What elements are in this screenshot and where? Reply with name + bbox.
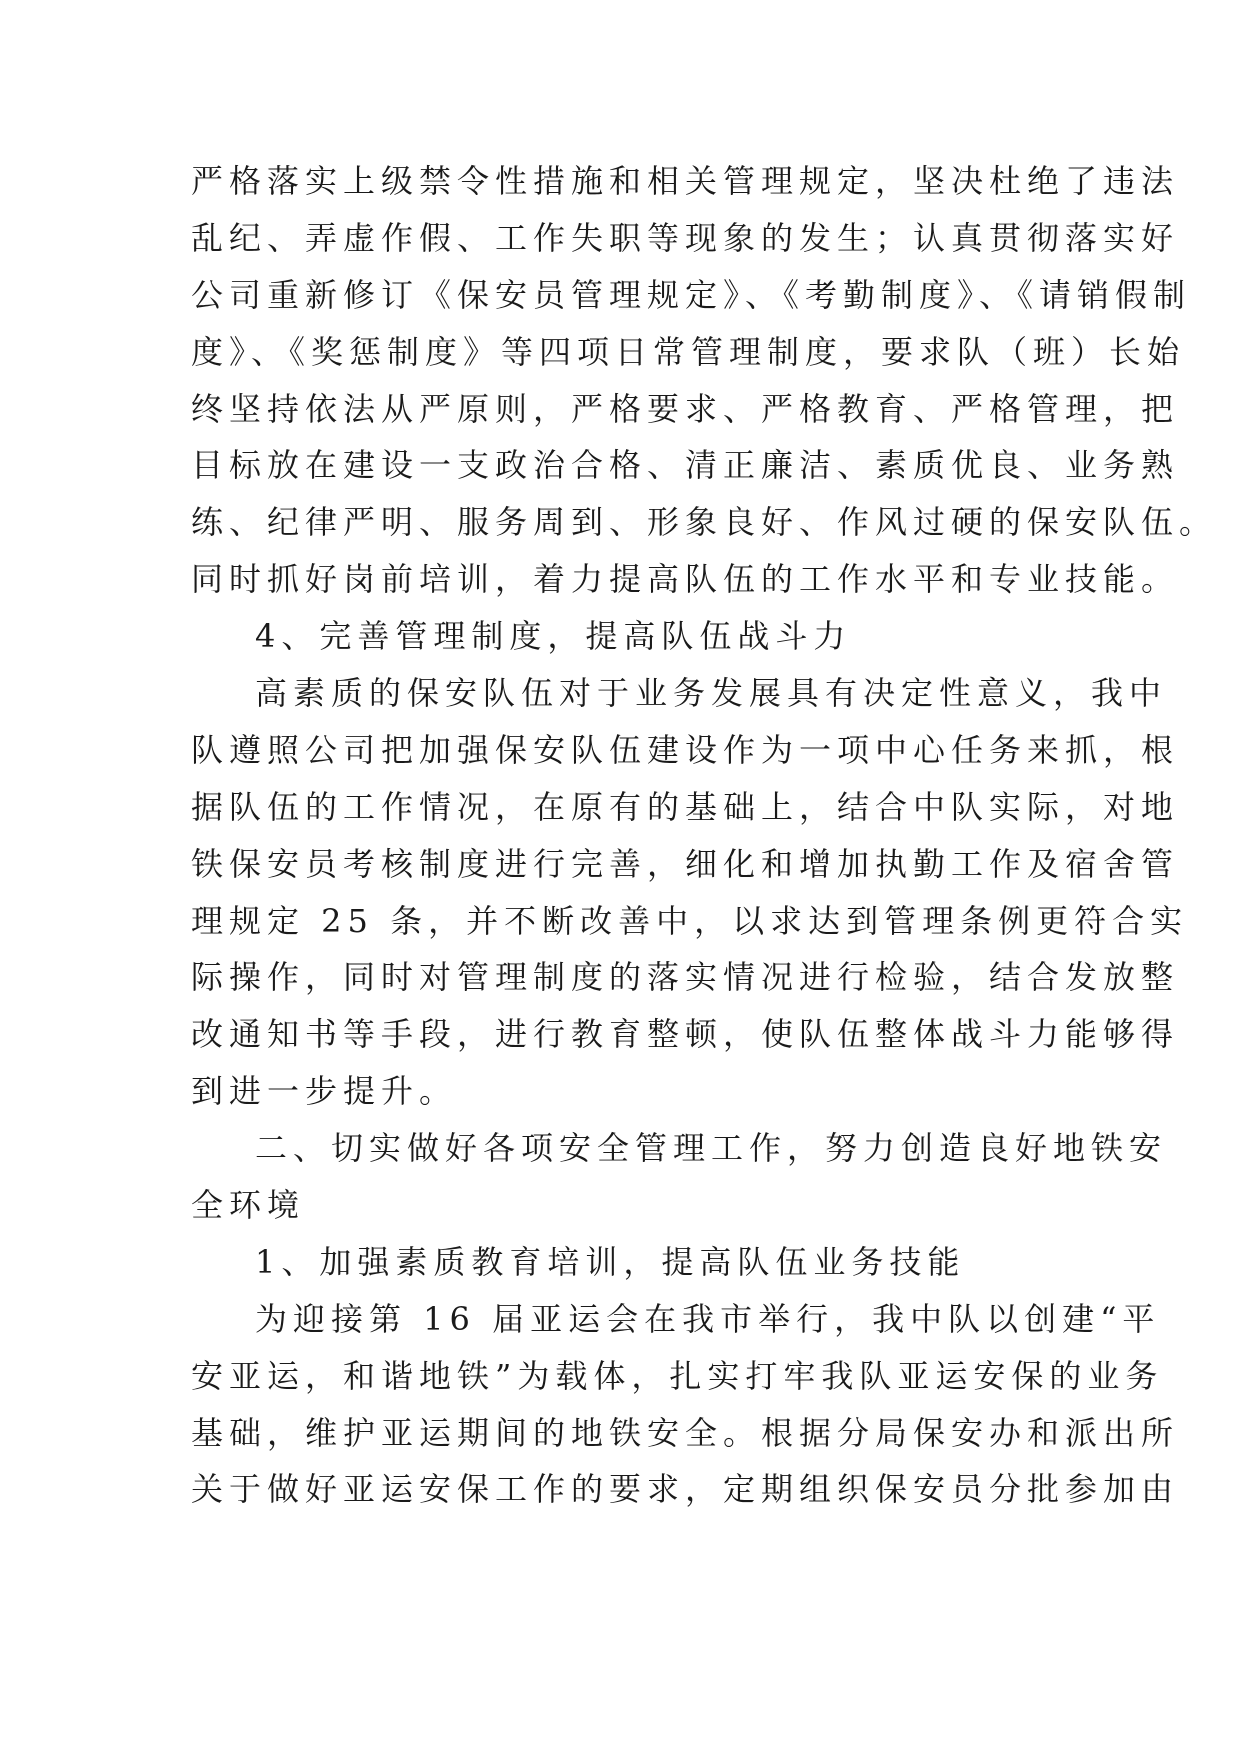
body-line: 乱纪、弄虚作假、工作失职等现象的发生；认真贯彻落实好 bbox=[191, 218, 1180, 257]
document-body bbox=[191, 153, 1218, 1518]
body-line: 队遵照公司把加强保安队伍建设作为一项中心任务来抓，根 bbox=[191, 730, 1180, 769]
body-line: 终坚持依法从严原则，严格要求、严格教育、严格管理，把 bbox=[191, 389, 1180, 428]
paragraph-start-line: 高素质的保安队伍对于业务发展具有决定性意义，我中 bbox=[255, 674, 1168, 713]
body-line: 据队伍的工作情况，在原有的基础上，结合中队实际，对地 bbox=[191, 787, 1180, 826]
body-line: 度》、《奖惩制度》等四项日常管理制度，要求队（班）长始 bbox=[191, 332, 1186, 371]
body-line: 目标放在建设一支政治合格、清正廉洁、素质优良、业务熟 bbox=[191, 446, 1180, 485]
body-line: 理规定 25 条，并不断改善中，以求达到管理条例更符合实 bbox=[191, 901, 1189, 940]
body-line: 同时抓好岗前培训，着力提高队伍的工作水平和专业技能。 bbox=[191, 560, 1180, 599]
body-line: 公司重新修订《保安员管理规定》、《考勤制度》、《请销假制 bbox=[191, 275, 1192, 314]
chapter-heading-continued: 全环境 bbox=[191, 1186, 306, 1225]
body-line: 练、纪律严明、服务周到、形象良好、作风过硬的保安队伍。 bbox=[191, 503, 1218, 542]
chapter-heading: 二、切实做好各项安全管理工作，努力创造良好地铁安 bbox=[255, 1129, 1168, 1168]
body-line: 关于做好亚运安保工作的要求，定期组织保安员分批参加由 bbox=[191, 1470, 1180, 1509]
paragraph-start-line: 为迎接第 16 届亚运会在我市举行，我中队以创建“平 bbox=[255, 1299, 1161, 1338]
body-line: 到进一步提升。 bbox=[191, 1072, 458, 1111]
section-heading: 4、完善管理制度，提高队伍战斗力 bbox=[255, 617, 852, 656]
body-line: 际操作，同时对管理制度的落实情况进行检验，结合发放整 bbox=[191, 958, 1180, 997]
body-line: 改通知书等手段，进行教育整顿，使队伍整体战斗力能够得 bbox=[191, 1015, 1180, 1054]
section-heading: 1、加强素质教育培训，提高队伍业务技能 bbox=[255, 1242, 966, 1281]
body-line: 严格落实上级禁令性措施和相关管理规定，坚决杜绝了违法 bbox=[191, 162, 1180, 200]
body-line: 基础，维护亚运期间的地铁安全。根据分局保安办和派出所 bbox=[191, 1413, 1180, 1452]
body-line: 铁保安员考核制度进行完善，细化和增加执勤工作及宿舍管 bbox=[191, 844, 1180, 883]
body-line: 安亚运，和谐地铁”为载体，扎实打牢我队亚运安保的业务 bbox=[191, 1356, 1164, 1395]
